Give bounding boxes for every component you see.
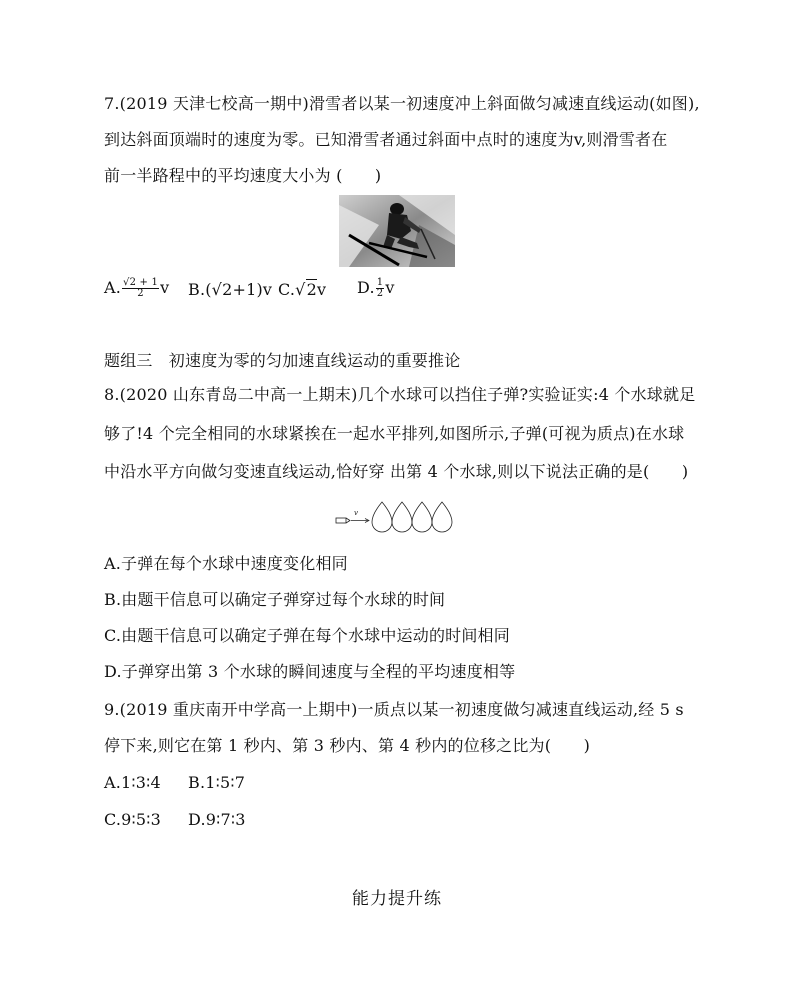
q8-line-3: 中沿水平方向做匀变速直线运动,恰好穿 出第 4 个水球,则以下说法正确的是( )	[104, 462, 689, 481]
q9-line-2: 停下来,则它在第 1 秒内、第 3 秒内、第 4 秒内的位移之比为( )	[104, 736, 591, 755]
q9-option-a[interactable]: A.1∶3∶4	[104, 773, 161, 792]
fraction: $\frac{1}{2}$	[376, 277, 384, 299]
water-ball-1	[372, 502, 392, 532]
q9-option-b[interactable]: B.1∶5∶7	[188, 773, 246, 792]
q8-option-a[interactable]: A.子弹在每个水球中速度变化相同	[104, 554, 348, 573]
group-3-title: 题组三 初速度为零的匀加速直线运动的重要推论	[104, 351, 461, 370]
q8-line-1: 8.(2020 山东青岛二中高一上期末)几个水球可以挡住子弹?实验证实:4 个水球就足	[104, 385, 696, 404]
fraction: $\frac{√2 + 1}{2}$	[123, 277, 159, 299]
water-ball-2	[392, 502, 412, 532]
q7-option-d[interactable]: D. $\frac{1}{2}$ v	[357, 277, 395, 299]
q8-line-2: 够了!4 个完全相同的水球紧挨在一起水平排列,如图所示,子弹(可视为质点)在水球	[104, 424, 685, 443]
q9-option-d[interactable]: D.9∶7∶3	[188, 810, 246, 829]
q8-option-d[interactable]: D.子弹穿出第 3 个水球的瞬间速度与全程的平均速度相等	[104, 662, 516, 681]
skier-photo	[339, 195, 455, 267]
q7-line-1: 7.(2019 天津七校高一期中)滑雪者以某一初速度冲上斜面做匀减速直线运动(如图),	[104, 94, 700, 113]
q8-option-b[interactable]: B.由题干信息可以确定子弹穿过每个水球的时间	[104, 590, 446, 609]
water-balls-figure	[334, 500, 454, 536]
q7-line-2: 到达斜面顶端时的速度为零。已知滑雪者通过斜面中点时的速度为v,则滑雪者在	[104, 130, 668, 149]
q7-option-a[interactable]: A. $\frac{√2 + 1}{2}$ v	[104, 277, 170, 299]
q7-option-b[interactable]: B.(√2+1)v	[188, 280, 273, 299]
q7-option-c[interactable]: C.√2v	[278, 280, 327, 299]
q9-option-c[interactable]: C.9∶5∶3	[104, 810, 162, 829]
section-title: 能力提升练	[352, 889, 442, 909]
velocity-label: v	[354, 509, 358, 517]
q7-line-3: 前一半路程中的平均速度大小为 ( )	[104, 166, 382, 185]
q8-option-c[interactable]: C.由题干信息可以确定子弹在每个水球中运动的时间相同	[104, 626, 510, 645]
water-ball-4	[432, 502, 452, 532]
q9-line-1: 9.(2019 重庆南开中学高一上期中)一质点以某一初速度做匀减速直线运动,经 5 s	[104, 700, 684, 719]
water-ball-3	[412, 502, 432, 532]
